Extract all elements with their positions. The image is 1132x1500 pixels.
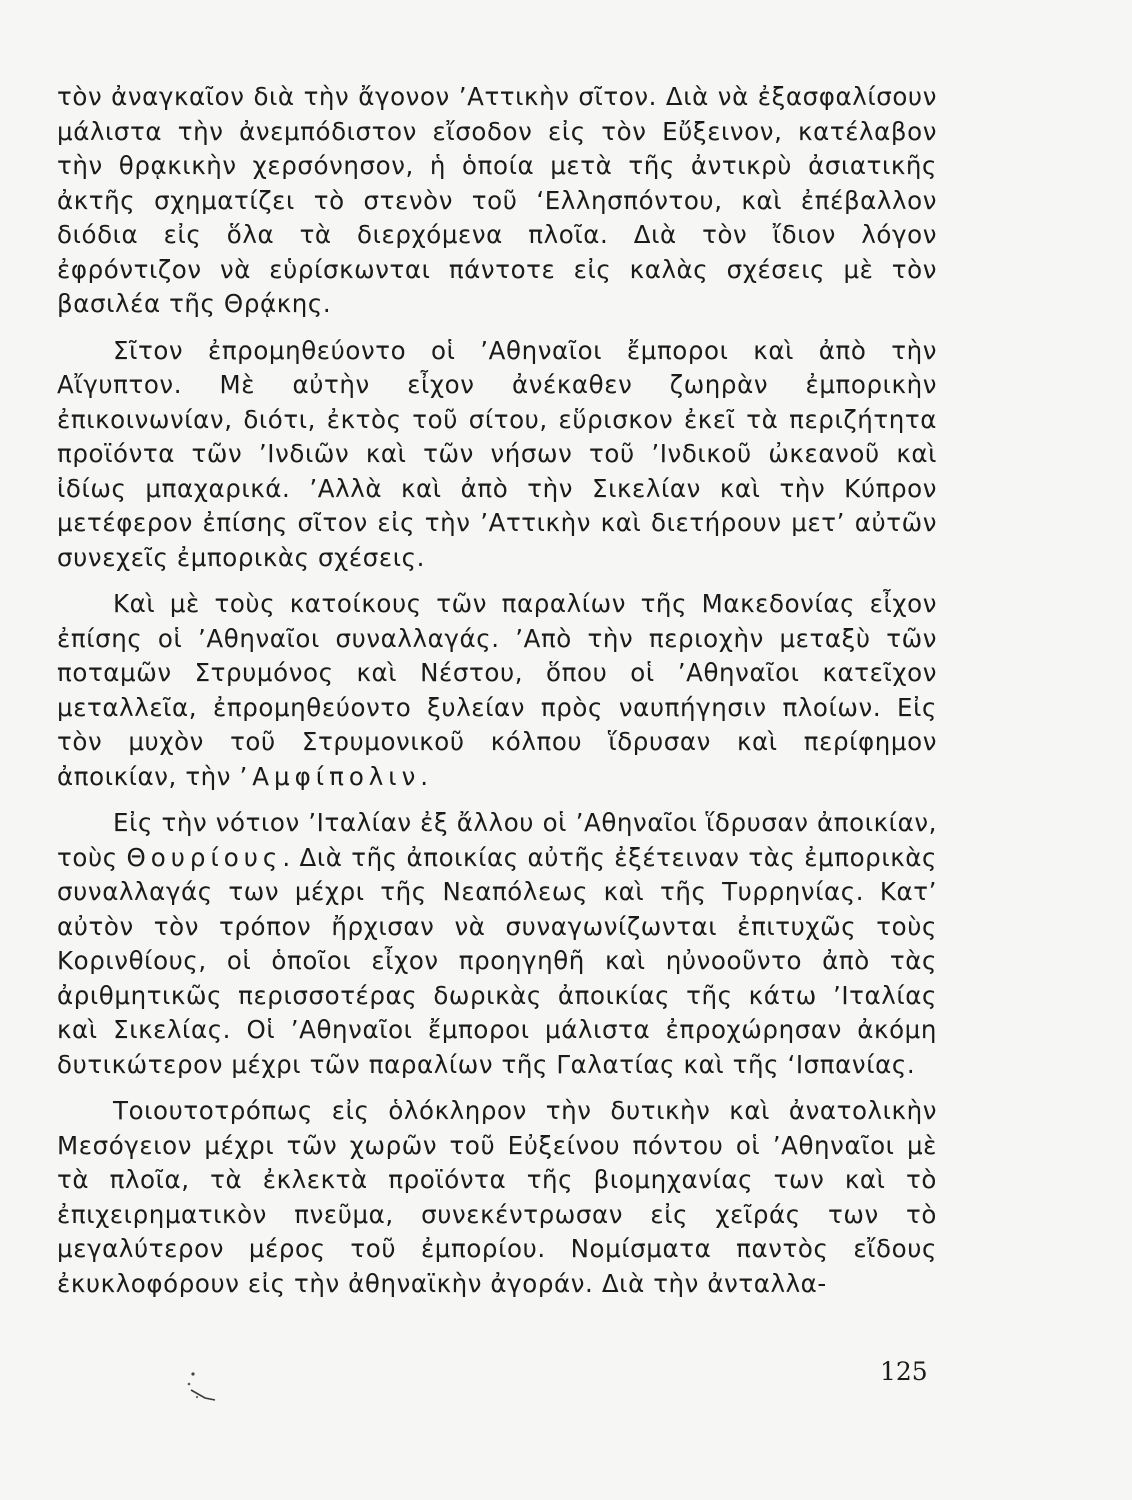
paragraph-5-text: Τοιουτοτρόπως εἰς ὁλόκληρον τὴν δυτικὴν καὶ ἀνατολικὴν Μεσόγειον μέχρι τῶν χωρῶν τοῦ Εὐξείνου πόντου οἱ ’Αθηναῖοι μὲ τὰ πλοῖα, τὰ ἐκλεκτὰ προϊόντα τῆς βιομηχανίας των καὶ τὸ ἐπιχειρηματικὸν πνεῦμα, συνεκέντρωσαν εἰς χεῖράς των τὸ μεγαλύτερον μέρος τοῦ ἐμπορίου. Νομίσματα παντὸς εἴδους ἐκυκλοφόρουν εἰς τὴν ἀθηναϊκὴν ἀγοράν. Διὰ τὴν ἀνταλλα- [57, 1096, 937, 1298]
page-number: 125 [880, 1357, 928, 1386]
paragraph-3-text-b: . [420, 761, 429, 791]
paragraph-1-text: τὸν ἀναγκαῖον διὰ τὴν ἄγονον ’Αττικὴν σῖτον. Διὰ νὰ ἐξασφαλίσουν μάλιστα τὴν ἀνεμπόδιστον εἴσοδον εἰς τὸν Εὔξεινον, κατέλαβον τὴν θρᾳκικὴν χερσόνησον, ἡ ὁποία μετὰ τῆς ἀντικρὺ ἀσιατικῆς ἀκτῆς σχηματίζει τὸ στενὸν τοῦ ‘Ελλησπόντου, καὶ ἐπέβαλλον διόδια εἰς ὅλα τὰ διερχόμενα πλοῖα. Διὰ τὸν ἴδιον λόγον ἐφρόντιζον νὰ εὑρίσκωνται πάντοτε εἰς καλὰς σχέσεις μὲ τὸν βασιλέα τῆς Θρᾴκης. [57, 82, 937, 318]
spaced-name-amphipolis: ’Αμφίπολιν [239, 761, 421, 791]
paragraph-2-text: Σῖτον ἐπρομηθεύοντο οἱ ’Αθηναῖοι ἔμποροι καὶ ἀπὸ τὴν Αἴγυπτον. Μὲ αὐτὴν εἶχον ἀνέκαθεν ζωηρὰν ἐμπορικὴν ἐπικοινωνίαν, διότι, ἐκτὸς τοῦ σίτου, εὕρισκον ἐκεῖ τὰ περιζήτητα προϊόντα τῶν ’Ινδιῶν καὶ τῶν νήσων τοῦ ’Ινδικοῦ ὠκεανοῦ καὶ ἰδίως μπαχαρικά. ’Αλλὰ καὶ ἀπὸ τὴν Σικελίαν καὶ τὴν Κύπρον μετέφερον ἐπίσης σῖτον εἰς τὴν ’Αττικὴν καὶ διετήρουν μετ’ αὐτῶν συνεχεῖς ἐμπορικὰς σχέσεις. [57, 335, 937, 572]
paragraph-4-text-b: . Διὰ τῆς ἀποικίας αὐτῆς ἐξέτειναν τὰς ἐμπορικὰς συναλλαγάς των μέχρι τῆς Νεαπόλεως καὶ τῆς Τυρρηνίας. Κατ’ αὐτὸν τὸν τρόπον ἤρχισαν νὰ συναγωνίζωνται ἐπιτυχῶς τοὺς Κορινθίους, οἱ ὁποῖοι εἶχον προηγηθῆ καὶ ηὐνοοῦντο ἀπὸ τὰς ἀριθμητικῶς περισσοτέρας δωρικὰς ἀποικίας τῆς κάτω ’Ιταλίας καὶ Σικελίας. Οἱ ’Αθηναῖοι ἔμποροι μάλιστα ἐπροχώρησαν ἀκόμη δυτικώτερον μέχρι τῶν παραλίων τῆς Γαλατίας καὶ τῆς ‘Ισπανίας. [57, 842, 937, 1079]
paragraph-2 [57, 334, 937, 576]
ink-smudge-mark [185, 1370, 221, 1404]
paragraph-5 [57, 1094, 937, 1301]
paragraph-3 [57, 587, 937, 794]
paragraph-3-text-a: Καὶ μὲ τοὺς κατοίκους τῶν παραλίων τῆς Μακεδονίας εἶχον ἐπίσης οἱ ’Αθηναῖοι συναλλαγάς. ’Απὸ τὴν περιοχὴν μεταξὺ τῶν ποταμῶν Στρυμόνος καὶ Νέστου, ὅπου οἱ ’Αθηναῖοι κατεῖχον μεταλλεῖα, ἐπρομηθεύοντο ξυλείαν πρὸς ναυπήγησιν πλοίων. Εἰς τὸν μυχὸν τοῦ Στρυμονικοῦ κόλπου ἵδρυσαν καὶ περίφημον ἀποικίαν, τὴν [57, 589, 937, 791]
paragraph-1 [57, 80, 937, 322]
paragraph-4-text-a: Εἰς τὴν νότιον ’Ιταλίαν ἐξ ἄλλου οἱ ’Αθηναῖοι ἵδρυσαν ἀποικίαν, τοὺς [57, 808, 937, 872]
spaced-name-thourioi: Θουρίους [126, 842, 283, 872]
body-text [57, 80, 937, 1313]
paragraph-4 [57, 806, 937, 1082]
